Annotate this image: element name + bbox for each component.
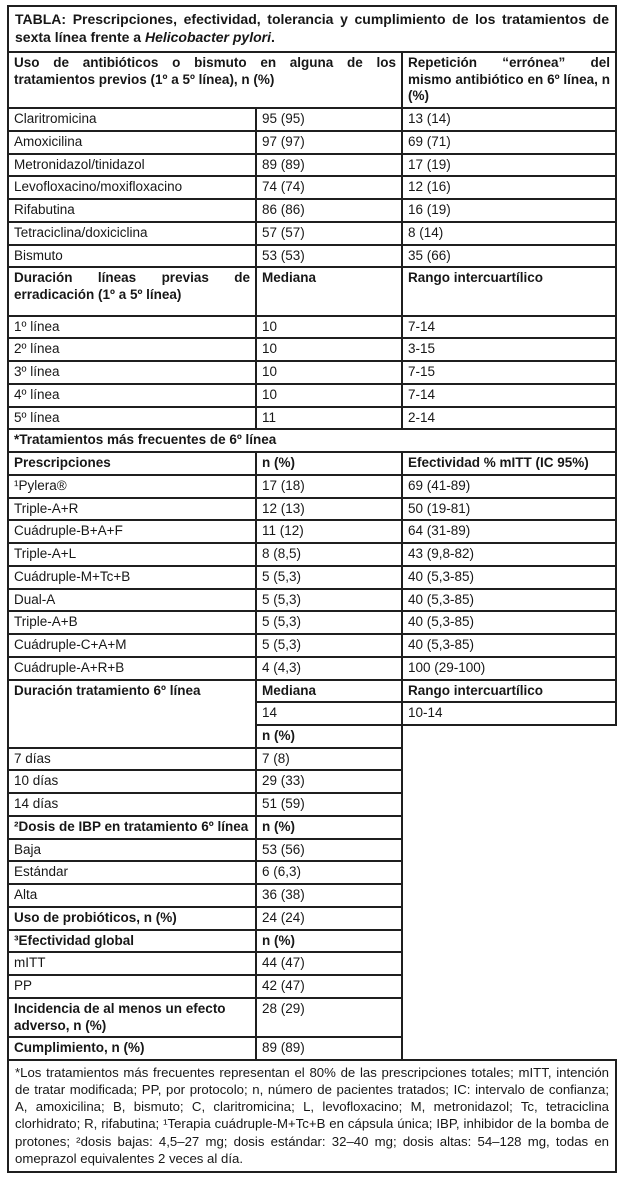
global-effectiveness-header: ³Efectividad global [8,930,256,953]
frequent-header-row [8,452,616,475]
label-cell: 10 días [8,770,256,793]
probiotics-row [8,907,616,930]
empty-cell [402,998,616,1037]
n-cell: 5 (5,3) [256,611,402,634]
empty-cell [402,839,616,862]
empty-cell [402,907,616,930]
table-row [8,338,616,361]
effect-cell: 40 (5,3-85) [402,589,616,612]
table-row [8,634,616,657]
n-cell: 97 (97) [256,131,402,154]
n-cell: 74 (74) [256,176,402,199]
table-row [8,384,616,407]
effect-cell: 40 (5,3-85) [402,566,616,589]
n-header: n (%) [256,930,402,953]
table-row [8,108,616,131]
iqr-header: Rango intercuartílico [402,267,616,315]
label-cell: Cumplimiento, n (%) [8,1037,256,1060]
label-cell: Dual-A [8,589,256,612]
label-cell: 5º línea [8,407,256,430]
table-row [8,222,616,245]
label-cell: 7 días [8,748,256,771]
table-row [8,952,616,975]
label-cell: Baja [8,839,256,862]
label-cell: Triple-A+B [8,611,256,634]
label-cell: Tetraciclina/doxiciclina [8,222,256,245]
value-cell: 7 (8) [256,748,402,771]
iqr-cell: 2-14 [402,407,616,430]
empty-cell [402,725,616,748]
iqr-cell: 3-15 [402,338,616,361]
label-cell: mITT [8,952,256,975]
n-header: n (%) [256,816,402,839]
median-header: Mediana [256,680,402,703]
effect-cell: 100 (29-100) [402,657,616,680]
table-row [8,611,616,634]
table-row [8,475,616,498]
empty-cell [402,975,616,998]
table-row [8,316,616,339]
empty-cell [402,861,616,884]
prev-duration-header: Duración líneas previas de erradicación (1º a 5º línea) [8,267,256,315]
title-period: . [271,29,275,46]
n-cell: 12 (13) [256,498,402,521]
table-row [8,884,616,907]
n-cell: 17 (18) [256,475,402,498]
n-cell: 5 (5,3) [256,566,402,589]
value-cell: 89 (89) [256,1037,402,1060]
prescriptions-header: Prescripciones [8,452,256,475]
effect-cell: 50 (19-81) [402,498,616,521]
label-cell: Estándar [8,861,256,884]
empty-cell [402,884,616,907]
repeat-cell: 35 (66) [402,245,616,268]
empty-cell [402,770,616,793]
median-header: Mediana [256,267,402,315]
empty-cell [402,952,616,975]
ibp-dose-header: ²Dosis de IBP en tratamiento 6º línea [8,816,256,839]
label-cell: Claritromicina [8,108,256,131]
effect-cell: 69 (41-89) [402,475,616,498]
value-cell: 36 (38) [256,884,402,907]
empty-cell [402,930,616,953]
label-cell: Amoxicilina [8,131,256,154]
prev-use-header-row [8,52,616,108]
prev-use-header-left: Uso de antibióticos o bismuto en alguna de los tratamientos previos (1º a 5º línea), n (%) [8,52,402,108]
value-cell: 28 (29) [256,998,402,1037]
table-row [8,589,616,612]
table-row [8,839,616,862]
label-cell: 14 días [8,793,256,816]
value-cell: 44 (47) [256,952,402,975]
table-row [8,793,616,816]
table-row [8,543,616,566]
label-cell: Cuádruple-A+R+B [8,657,256,680]
table-row [8,154,616,177]
median-cell: 14 [256,702,402,725]
label-cell: Cuádruple-M+Tc+B [8,566,256,589]
table-row [8,199,616,222]
table-row [8,657,616,680]
n-cell: 86 (86) [256,199,402,222]
label-cell: Cuádruple-C+A+M [8,634,256,657]
treatment6-header-row [8,680,616,703]
title-species-italic: Helicobacter pylori [144,29,271,46]
prescriptions-table [7,5,617,1173]
n-cell: 4 (4,3) [256,657,402,680]
table-title-row [8,6,616,52]
value-cell: 53 (56) [256,839,402,862]
table-row [8,748,616,771]
iqr-cell: 7-15 [402,361,616,384]
effectiveness-header-row [8,930,616,953]
label-cell: Incidencia de al menos un efecto adverso, n (%) [8,998,256,1037]
label-cell: Metronidazol/tinidazol [8,154,256,177]
n-cell: 8 (8,5) [256,543,402,566]
value-cell: 24 (24) [256,907,402,930]
repeat-cell: 69 (71) [402,131,616,154]
table-row [8,498,616,521]
n-header: n (%) [256,452,402,475]
table-row [8,361,616,384]
effect-cell: 40 (5,3-85) [402,611,616,634]
effectiveness-header: Efectividad % mITT (IC 95%) [402,452,616,475]
title-text: TABLA: Prescripciones, efectividad, tolerancia y cumplimiento de los tratamientos de sexta línea frente a [15,11,610,46]
label-cell: Triple-A+L [8,543,256,566]
adverse-events-row [8,998,616,1037]
prev-use-header-right: Repetición “errónea” del mismo antibiótico en 6º línea, n (%) [402,52,616,108]
iqr-cell: 7-14 [402,384,616,407]
empty-cell [402,793,616,816]
median-cell: 11 [256,407,402,430]
compliance-row [8,1037,616,1060]
effect-cell: 43 (9,8-82) [402,543,616,566]
label-cell: Levofloxacino/moxifloxacino [8,176,256,199]
repeat-cell: 8 (14) [402,222,616,245]
value-cell: 51 (59) [256,793,402,816]
label-cell: Bismuto [8,245,256,268]
footnote-row [8,1060,616,1172]
value-cell: 29 (33) [256,770,402,793]
iqr-cell: 7-14 [402,316,616,339]
median-cell: 10 [256,338,402,361]
value-cell: 42 (47) [256,975,402,998]
empty-cell [402,748,616,771]
table-row [8,520,616,543]
iqr-header: Rango intercuartílico [402,680,616,703]
treatment6-duration-header: Duración tratamiento 6º línea [8,680,256,748]
repeat-cell: 12 (16) [402,176,616,199]
label-cell: Rifabutina [8,199,256,222]
n-header: n (%) [256,725,402,748]
label-cell: 1º línea [8,316,256,339]
table-row [8,566,616,589]
table-row [8,245,616,268]
table-row [8,975,616,998]
label-cell: Alta [8,884,256,907]
label-cell: Cuádruple-B+A+F [8,520,256,543]
n-cell: 5 (5,3) [256,634,402,657]
table-row [8,131,616,154]
table-row [8,176,616,199]
median-cell: 10 [256,384,402,407]
table-title [8,6,616,52]
label-cell: Uso de probióticos, n (%) [8,907,256,930]
repeat-cell: 16 (19) [402,199,616,222]
n-cell: 11 (12) [256,520,402,543]
n-cell: 53 (53) [256,245,402,268]
repeat-cell: 13 (14) [402,108,616,131]
n-cell: 95 (95) [256,108,402,131]
frequent-banner-row [8,429,616,452]
n-cell: 5 (5,3) [256,589,402,612]
repeat-cell: 17 (19) [402,154,616,177]
ibp-dose-header-row [8,816,616,839]
label-cell: 2º línea [8,338,256,361]
footnote-text: *Los tratamientos más frecuentes representan el 80% de las prescripciones totales; mITT, intención de tratar modificada; PP, por protocolo; n, número de pacientes tratados; IC: intervalo de confianza; A, amoxicilina; B, bismuto; C, claritromicina; L, levofloxacino; M, metronidazol; Tc, tetraciclina clorhidrato; R, rifabutina; ¹Terapia cuádruple-M+Tc+B en cápsula única; IBP, inhibidor de la bomba de protones; ²dosis bajas: 4,5–27 mg; dosis estándar: 32–40 mg; dosis altas: 54–128 mg, todas en omeprazol equivalentes 2 veces al día. [8,1060,616,1172]
label-cell: 3º línea [8,361,256,384]
effect-cell: 40 (5,3-85) [402,634,616,657]
empty-cell [402,816,616,839]
iqr-cell: 10-14 [402,702,616,725]
table-row [8,861,616,884]
label-cell: ¹Pylera® [8,475,256,498]
n-cell: 89 (89) [256,154,402,177]
label-cell: Triple-A+R [8,498,256,521]
frequent-banner: *Tratamientos más frecuentes de 6º línea [8,429,616,452]
table-row [8,407,616,430]
table-row [8,770,616,793]
median-cell: 10 [256,361,402,384]
n-cell: 57 (57) [256,222,402,245]
empty-cell [402,1037,616,1060]
label-cell: PP [8,975,256,998]
median-cell: 10 [256,316,402,339]
prev-duration-header-row [8,267,616,315]
effect-cell: 64 (31-89) [402,520,616,543]
value-cell: 6 (6,3) [256,861,402,884]
label-cell: 4º línea [8,384,256,407]
